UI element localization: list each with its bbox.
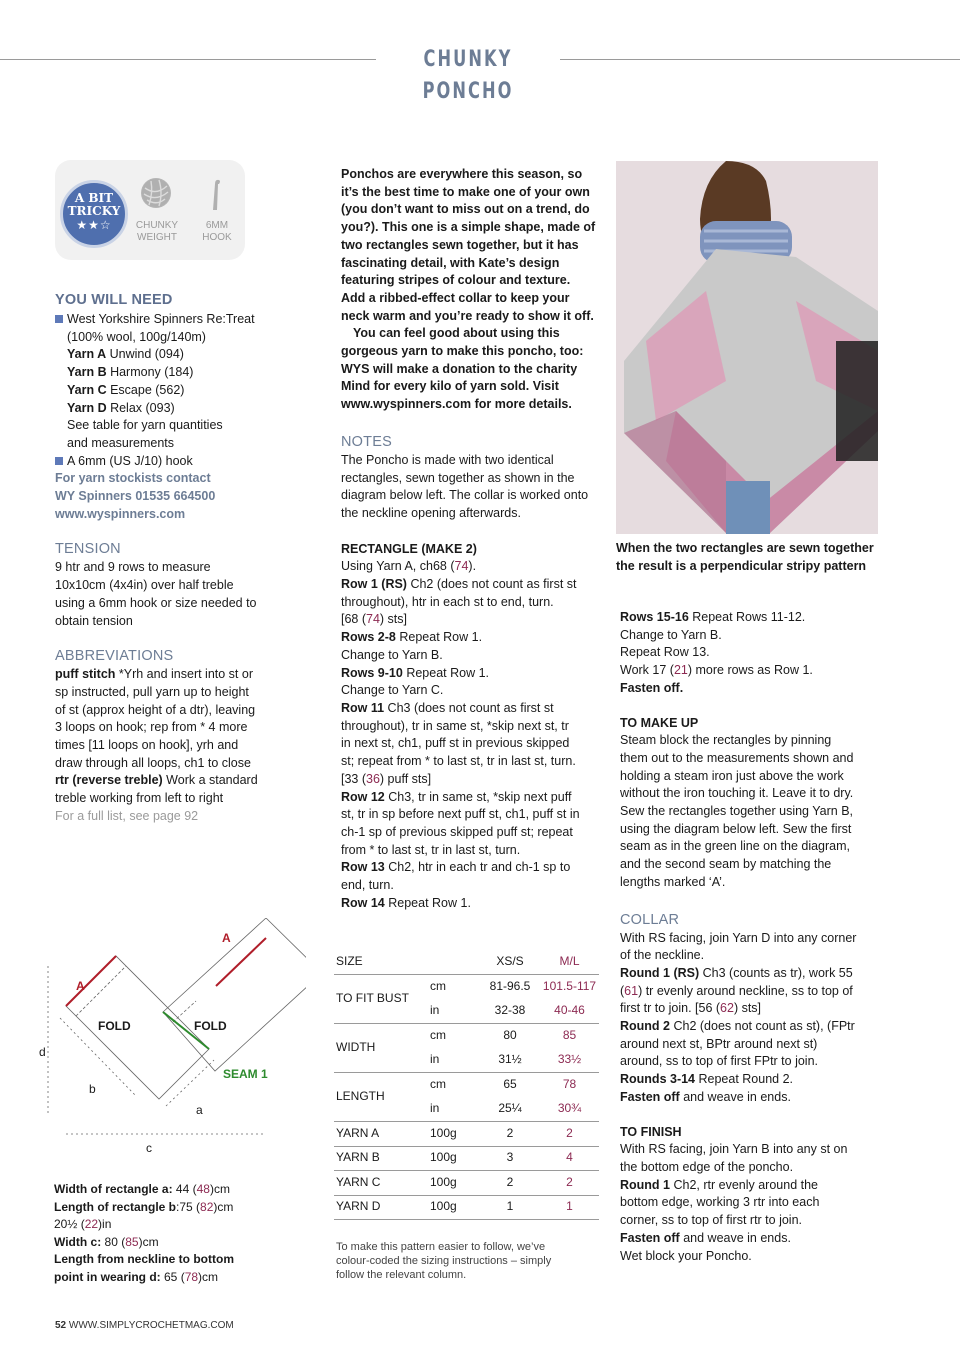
dimension-a	[166, 1060, 214, 1106]
page-header	[0, 44, 960, 104]
text: [68 (	[341, 612, 367, 627]
finish-section	[620, 1124, 882, 1266]
table-row	[334, 975, 599, 1000]
dimension-b-line	[54, 1199, 294, 1217]
stockists-phone: WY Spinners 01535 664500	[55, 489, 216, 504]
work-rows	[620, 662, 882, 680]
table-row	[334, 1122, 599, 1147]
alt-size: 74	[454, 559, 469, 574]
row-text: Repeat Row 1.	[384, 895, 471, 910]
puff-stitch-text: 3 loops on hook; rep from * 4 more	[55, 720, 248, 735]
table-row	[334, 1073, 599, 1098]
rectangle-section	[341, 541, 599, 913]
weight-line-2: WEIGHT	[137, 232, 177, 243]
table-header-v1: XS/S	[496, 954, 524, 969]
alt-size: 61	[624, 983, 639, 998]
dimension-label: Length of rectangle b	[54, 1199, 177, 1214]
row-11	[341, 700, 599, 718]
rows-15-16	[620, 609, 882, 627]
text: Work 17 (	[620, 663, 674, 678]
see-table-line-1: See table for yarn quantities	[67, 418, 223, 433]
photo-caption-line: the result is a perpendicular stripy pattern	[616, 559, 867, 573]
table-header-row	[334, 950, 599, 975]
yarn-intro-text: West Yorkshire Spinners Re:Treat	[67, 312, 255, 326]
dimension-alt: 22	[84, 1217, 99, 1231]
table-unit: in	[430, 1101, 440, 1116]
dimension-a-line	[54, 1181, 294, 1199]
alt-size: 74	[366, 612, 380, 627]
row-label: Rows 15-16	[620, 610, 689, 624]
notes-line: the neckline opening afterwards.	[341, 505, 521, 520]
make-up-line: Steam block the rectangles by pinning	[620, 733, 832, 748]
intro-line: gorgeous yarn to make this poncho, too:	[341, 344, 584, 359]
alt-size: 21	[673, 663, 688, 678]
table-value-alt: 4	[540, 1146, 599, 1171]
edge-a-left	[66, 956, 116, 1006]
intro-line: Mind for every kilo of yarn sold. Visit	[341, 379, 559, 394]
collar-fasten	[620, 1089, 882, 1107]
dimension-alt: 48	[196, 1182, 210, 1196]
intro-line: you?). This one is a simple shape, made of	[341, 220, 596, 235]
table-row	[334, 1024, 599, 1049]
row-text: and weave in ends.	[679, 1230, 791, 1245]
row-text: in next st, ch1, puff st in previous skipped	[341, 736, 570, 751]
row-text: throughout), htr in each st to end, turn.	[341, 594, 554, 609]
puff-stitch-text: *Yrh and insert into st or	[115, 667, 253, 682]
hook-text: A 6mm (US J/10) hook	[67, 453, 193, 468]
you-will-need-section	[55, 290, 273, 523]
you-will-need-heading: YOU WILL NEED	[55, 292, 173, 308]
puff-stitch-text: of st (approx height of a dtr), leaving	[55, 702, 256, 717]
tension-section	[55, 539, 273, 630]
row-text: Ch3 (does not count as first st	[384, 700, 554, 715]
dimension-alt: 78	[184, 1269, 199, 1284]
row-text: ch-1 sp of previous skipped puff st; repeat	[341, 824, 573, 839]
alt-size: 36	[366, 771, 380, 786]
abbreviations-heading: ABBREVIATIONS	[55, 648, 174, 665]
yarn-key: Yarn C	[67, 382, 107, 397]
dimension-alt: 85	[125, 1234, 139, 1249]
yarn-key: Yarn D	[67, 400, 107, 415]
intro-line: featuring stripes of colour and texture.	[341, 273, 571, 288]
make-up-line: using the diagram below left. Sew the first	[620, 821, 852, 836]
row-text: around next st, BPtr around next st)	[620, 1036, 818, 1051]
diagram-label-a-top: A	[222, 931, 231, 945]
abbreviations-section	[55, 646, 273, 825]
row-text: Ch2, rtr evenly around the	[670, 1177, 818, 1192]
dimension-value: 44 (	[172, 1182, 197, 1196]
yarn-d-line	[55, 400, 273, 418]
row-text: end, turn.	[341, 878, 394, 893]
intro-section	[341, 166, 599, 414]
table-value: 31½	[498, 1052, 522, 1067]
row-text: and weave in ends.	[679, 1089, 791, 1104]
collar-section	[620, 910, 882, 1107]
assembly-diagram	[36, 918, 306, 1178]
middle-column	[341, 166, 599, 927]
difficulty-stars: ★★☆	[76, 218, 112, 232]
dimension-unit: )in	[98, 1217, 112, 1231]
table-value: 2	[480, 1122, 540, 1147]
finish-heading: TO FINISH	[620, 1124, 682, 1139]
table-value: 2	[480, 1171, 540, 1196]
text: ) sts]	[379, 612, 408, 627]
text: ).	[468, 559, 477, 574]
difficulty-badge-panel	[55, 160, 245, 260]
poncho-photo	[616, 161, 878, 534]
row-text: st, tr in sp before next puff st, ch1, puff st in	[341, 807, 580, 822]
notes-line: The Poncho is made with two identical	[341, 452, 554, 467]
header-rule-right	[560, 59, 960, 60]
row-text: Ch2 (does not count as st), (FPtr	[670, 1019, 855, 1034]
photo-caption	[616, 539, 886, 575]
puff-stitch-text: times [11 loops on hook], yrh and	[55, 738, 239, 753]
row-text: Ch3 (counts as tr), work 55	[699, 965, 853, 980]
puff-stitch-line	[55, 666, 273, 684]
hook-line-1: 6MM	[205, 220, 229, 231]
intro-line: neck warm and you’re ready to show it off.	[341, 308, 594, 323]
page-number: 52	[55, 1320, 67, 1331]
tension-line: 9 htr and 9 rows to measure	[55, 560, 211, 575]
see-table-line-2: and measurements	[67, 435, 175, 450]
change-yarn-c: Change to Yarn C.	[341, 683, 444, 698]
hook-label	[187, 220, 247, 244]
table-row-label: LENGTH	[334, 1073, 430, 1122]
dimension-unit: )cm	[213, 1199, 234, 1214]
table-value-alt: 33½	[557, 1052, 582, 1067]
table-note-line: colour-coded the sizing instructions – simply	[336, 1255, 552, 1267]
row-text: bottom edge, working 3 rtr into each	[620, 1195, 820, 1210]
left-rectangle-outline	[66, 956, 209, 1099]
row-text: Ch3, tr in same st, *skip next puff	[384, 789, 572, 804]
table-row	[334, 1146, 599, 1171]
yarn-shade: Harmony (184)	[106, 365, 194, 380]
table-row-label: WIDTH	[334, 1024, 430, 1073]
stockists-website-link[interactable]: www.wyspinners.com	[55, 506, 186, 521]
right-column	[620, 609, 882, 1280]
table-row-label: TO FIT BUST	[334, 975, 430, 1024]
intro-line: fascinating detail, with Kate’s design	[341, 255, 560, 270]
dimension-c-line	[54, 1234, 294, 1252]
collar-round-1-cont	[620, 983, 882, 1001]
finish-round-1	[620, 1177, 882, 1195]
yarn-key: Yarn A	[67, 347, 107, 362]
yarn-spec: (100% wool, 100g/140m)	[67, 329, 206, 344]
finish-intro: With RS facing, join Yarn B into any st on	[620, 1142, 848, 1157]
yarn-c-line	[55, 382, 273, 400]
dimension-unit: )cm	[198, 1269, 219, 1284]
table-value-alt: 2	[540, 1171, 599, 1196]
rows-9-10	[341, 665, 599, 683]
edge-a-right	[216, 938, 266, 986]
diagram-label-fold-right: FOLD	[194, 1019, 227, 1033]
dimension-value: 20½ (	[54, 1217, 85, 1231]
dimension-label: Width c:	[54, 1234, 102, 1249]
row-text: Ch2, htr in each tr and ch-1 sp to	[384, 860, 571, 875]
row-text: Ch2 (does not count as first st	[406, 577, 577, 592]
diagram-label-d: d	[39, 1045, 46, 1059]
table-value: 81-96.5	[480, 975, 540, 1000]
rows-2-8	[341, 629, 599, 647]
make-up-line: them out to the measurements shown and	[620, 750, 854, 765]
weight-line-1: CHUNKY	[135, 220, 179, 231]
diagram-label-a-left: A	[76, 979, 85, 993]
left-column	[55, 160, 273, 841]
collar-intro: of the neckline.	[620, 948, 705, 963]
table-value-alt: 78	[540, 1073, 599, 1098]
text: ) more rows as Row 1.	[687, 663, 813, 678]
rtr-text: Work a standard	[162, 773, 258, 788]
text: ) puff sts]	[379, 771, 432, 786]
table-note	[336, 1240, 586, 1282]
notes-section	[341, 432, 599, 523]
dimension-b-inches	[54, 1216, 294, 1234]
table-header-size: SIZE	[336, 954, 363, 969]
row-text: Repeat Round 2.	[695, 1072, 794, 1087]
rtr-line	[55, 772, 273, 790]
text: [33 (	[341, 771, 367, 786]
yarn-intro	[55, 311, 273, 329]
make-up-line: Sew the rectangles together using Yarn B,	[620, 804, 854, 819]
table-note-line: To make this pattern easier to follow, we’ve	[336, 1241, 546, 1253]
make-up-heading: TO MAKE UP	[620, 715, 699, 730]
fold-line-right	[173, 1001, 196, 1022]
row-label: Row 14	[341, 895, 385, 910]
row-text: throughout), tr in same st, *skip next st, tr	[341, 718, 569, 733]
table-unit: 100g	[430, 1195, 480, 1220]
row-12	[341, 789, 599, 807]
make-up-line: seam as in the green line on the diagram,	[620, 839, 850, 854]
table-unit: cm	[430, 975, 480, 1000]
notes-line: diagram below left. The collar is worked onto	[341, 488, 589, 503]
table-value-alt: 30¾	[557, 1101, 582, 1116]
table-row-label: YARN C	[334, 1171, 430, 1196]
make-up-line: without the iron touching it. Leave it to dry.	[620, 786, 854, 801]
photo-caption-line: When the two rectangles are sewn together	[616, 541, 874, 555]
row-count	[341, 611, 599, 629]
dimension-label: Width of rectangle a:	[54, 1182, 173, 1196]
row-label: Rows 9-10	[341, 665, 403, 680]
row-label: Fasten off	[620, 1230, 680, 1245]
stockists-line-1: For yarn stockists contact	[55, 471, 211, 486]
yarn-shade: Relax (093)	[106, 400, 175, 415]
poncho-photo-illustration	[616, 161, 878, 534]
difficulty-line-2: TRICKY	[67, 204, 121, 218]
right-rectangle-outline	[163, 918, 306, 1071]
yarn-ball-icon	[141, 178, 171, 208]
diagram-label-seam: SEAM 1	[223, 1067, 268, 1081]
table-header-v2: M/L	[559, 954, 580, 969]
table-unit: in	[430, 1003, 440, 1018]
yarn-shade: Unwind (094)	[106, 347, 184, 362]
table-value-alt: 40-46	[554, 1003, 585, 1018]
weight-label	[127, 220, 187, 244]
dimensions-list	[54, 1181, 294, 1286]
make-up-section	[620, 715, 882, 892]
hook-line-2: HOOK	[202, 232, 232, 243]
table-value: 1	[480, 1195, 540, 1220]
row-label: Fasten off	[620, 1089, 680, 1104]
row-text: from * to last st, tr in last st, turn.	[341, 842, 521, 857]
page-title: CHUNKY PONCHO	[422, 47, 514, 104]
table-row	[334, 1195, 599, 1220]
table-value-alt: 101.5-117	[540, 975, 599, 1000]
tension-heading: TENSION	[55, 541, 121, 558]
collar-round-2	[620, 1018, 882, 1036]
yarn-key: Yarn B	[67, 365, 107, 380]
table-value: 25¼	[498, 1101, 522, 1116]
collar-rounds-3-14	[620, 1071, 882, 1089]
difficulty-line-1: A BIT	[74, 191, 114, 205]
table-value-alt: 85	[540, 1024, 599, 1049]
row-count	[341, 771, 599, 789]
yarn-a-line	[55, 346, 273, 364]
puff-stitch-term: puff stitch	[55, 667, 116, 682]
table-value: 80	[480, 1024, 540, 1049]
dimension-unit: )cm	[138, 1234, 159, 1249]
rectangle-heading: RECTANGLE (MAKE 2)	[341, 541, 477, 556]
header-rule-left	[0, 59, 376, 60]
row-13	[341, 859, 599, 877]
difficulty-badge	[60, 180, 128, 248]
dimension-unit: )cm	[209, 1182, 230, 1196]
text: Using Yarn A, ch68 (	[341, 559, 455, 574]
collar-intro: With RS facing, join Yarn D into any corner	[620, 930, 857, 945]
finish-intro: the bottom edge of the poncho.	[620, 1159, 794, 1174]
text: ) tr evenly around neckline, ss to top of	[638, 983, 853, 998]
collar-round-1	[620, 965, 882, 983]
intro-line: www.wyspinners.com for more details.	[341, 397, 572, 412]
make-up-line: and the second seam by matching the	[620, 857, 832, 872]
finish-fasten	[620, 1230, 882, 1248]
table-row-label: YARN D	[334, 1195, 430, 1220]
table-note-line: follow the relevant column.	[336, 1269, 467, 1281]
table-value-alt: 1	[540, 1195, 599, 1220]
table-value: 3	[480, 1146, 540, 1171]
row-label: Round 2	[620, 1019, 670, 1034]
collar-heading: COLLAR	[620, 911, 680, 928]
rtr-term: rtr (reverse treble)	[55, 773, 163, 788]
finish-last: Wet block your Poncho.	[620, 1248, 752, 1263]
rectangle-using	[341, 558, 599, 576]
dimension-label: point in wearing d:	[54, 1269, 161, 1284]
change-yarn-b: Change to Yarn B.	[341, 647, 443, 662]
puff-stitch-text: draw through all loops, ch1 to close	[55, 755, 251, 770]
intro-line: (you don’t want to miss out on a trend, do	[341, 202, 590, 217]
change-yarn-b: Change to Yarn B.	[620, 627, 722, 642]
row-text: Repeat Row 1.	[402, 665, 490, 680]
notes-line: rectangles, sewn together as shown in the	[341, 470, 575, 485]
tension-line: obtain tension	[55, 613, 133, 628]
table-unit: 100g	[430, 1122, 480, 1147]
table-row-label: YARN A	[334, 1122, 430, 1147]
fasten-off: Fasten off.	[620, 680, 684, 695]
row-text: Repeat Row 1.	[395, 630, 483, 645]
dimension-value: 65 (	[160, 1269, 185, 1284]
row-text: st; repeat from * to last st, tr in last st, turn.	[341, 754, 576, 769]
dimension-value: 80 (	[101, 1234, 126, 1249]
text: ) sts]	[733, 1001, 762, 1016]
table-unit: 100g	[430, 1171, 480, 1196]
diagram-label-a: a	[196, 1103, 203, 1117]
intro-line: Ponchos are everywhere this season, so	[341, 167, 583, 181]
rtr-text: treble working from left to right	[55, 791, 224, 806]
tension-line: 10x10cm (4x4in) over half treble	[55, 578, 234, 593]
diagram-label-fold-left: FOLD	[98, 1019, 131, 1033]
assembly-diagram-svg	[36, 918, 306, 1178]
intro-line: You can feel good about using this	[353, 326, 560, 341]
intro-line: it’s the best time to make one of your own	[341, 184, 590, 199]
yarn-shade: Escape (562)	[106, 382, 185, 397]
page-footer	[55, 1317, 234, 1335]
table-row	[334, 1171, 599, 1196]
table-row-label: YARN B	[334, 1146, 430, 1171]
repeat-row-13: Repeat Row 13.	[620, 645, 710, 660]
alt-size: 62	[720, 1001, 734, 1016]
row-label: Round 1 (RS)	[620, 965, 700, 980]
table-unit: cm	[430, 1073, 480, 1098]
table-value: 65	[480, 1073, 540, 1098]
continued-rows	[620, 609, 882, 698]
text: first tr to join. [56 (	[620, 1001, 721, 1016]
table-value-alt: 2	[540, 1122, 599, 1147]
diagram-label-b: b	[89, 1082, 96, 1096]
collar-round-1-count	[620, 1000, 882, 1018]
make-up-line: lengths marked ‘A’.	[620, 874, 726, 889]
notes-heading: NOTES	[341, 433, 392, 450]
dimension-value: :75 (	[176, 1199, 201, 1214]
footer-website-link[interactable]: WWW.SIMPLYCROCHETMAG.COM	[66, 1320, 234, 1331]
row-label: Row 11	[341, 700, 385, 715]
bullet-square-icon	[55, 315, 63, 323]
table-unit: 100g	[430, 1146, 480, 1171]
intro-line: WYS will make a donation to the charity	[341, 361, 578, 376]
dimension-alt: 82	[200, 1199, 214, 1214]
row-label: Row 13	[341, 860, 385, 875]
row-text: around, ss to top of first FPtr to join.	[620, 1054, 819, 1069]
table-unit: in	[430, 1052, 440, 1067]
dimension-d-line	[54, 1269, 294, 1287]
intro-line: Add a ribbed-effect collar to keep your	[341, 290, 570, 305]
row-14	[341, 895, 599, 913]
intro-line: two rectangles sewn together, but it has	[341, 237, 579, 252]
row-1	[341, 576, 599, 594]
dimension-d-label: Length from neckline to bottom	[54, 1252, 234, 1266]
table-value: 32-38	[494, 1003, 526, 1018]
table-unit: cm	[430, 1024, 480, 1049]
make-up-line: holding a steam iron just above the work	[620, 768, 844, 783]
yarn-b-line	[55, 364, 273, 382]
full-list-reference: For a full list, see page 92	[55, 808, 199, 823]
row-label: Round 1	[620, 1177, 670, 1192]
diagram-label-c: c	[146, 1141, 152, 1155]
row-label: Rounds 3-14	[620, 1072, 696, 1087]
row-text: Repeat Rows 11-12.	[688, 610, 806, 624]
row-label: Row 12	[341, 789, 385, 804]
hook-line	[55, 453, 273, 471]
row-label: Rows 2-8	[341, 630, 396, 645]
tension-line: using a 6mm hook or size needed to	[55, 595, 257, 610]
crochet-hook-icon	[209, 178, 223, 212]
text: (	[620, 983, 625, 998]
puff-stitch-text: sp instructed, pull yarn up to height	[55, 684, 249, 699]
row-text: corner, ss to top of first rtr to join.	[620, 1213, 803, 1228]
row-label: Row 1 (RS)	[341, 577, 407, 592]
size-table	[334, 950, 599, 1220]
bullet-square-icon	[55, 457, 63, 465]
